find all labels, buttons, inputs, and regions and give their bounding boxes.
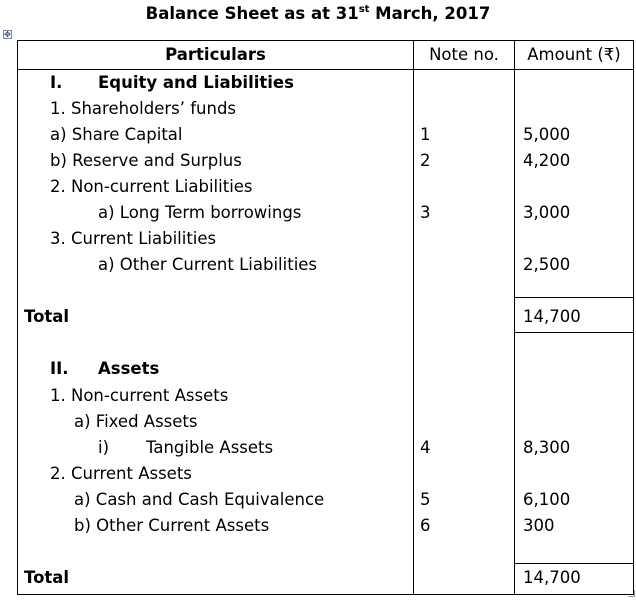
section1-line-2: a) Share Capital — [50, 125, 183, 144]
section1-roman: I. — [50, 73, 63, 92]
section2-roman: II. — [50, 359, 69, 378]
section1-amount-7: 2,500 — [523, 255, 571, 274]
total1-bottom-border — [514, 332, 634, 333]
section1-line-4: 2. Non-current Liabilities — [50, 177, 253, 196]
section2-line-4: 2. Current Assets — [50, 464, 192, 483]
header-note-no: Note no. — [429, 45, 499, 64]
title-superscript: st — [358, 4, 370, 15]
table-resize-handle-icon[interactable] — [628, 590, 635, 597]
section1-line-7: a) Other Current Liabilities — [98, 255, 318, 274]
section1-note-5: 3 — [420, 203, 431, 222]
section2-line-2: a) Fixed Assets — [74, 412, 198, 431]
column-divider-2 — [514, 40, 515, 595]
section2-note-5: 5 — [420, 490, 431, 509]
section1-note-2: 1 — [420, 125, 431, 144]
section2-amount-6: 300 — [523, 516, 555, 535]
total2-amount: 14,700 — [523, 568, 581, 587]
total1-amount: 14,700 — [523, 307, 581, 326]
section1-line-5: a) Long Term borrowings — [98, 203, 302, 222]
table-move-handle-icon[interactable]: ✥ — [4, 30, 11, 39]
section2-line-6: b) Other Current Assets — [74, 516, 270, 535]
section1-amount-2: 5,000 — [523, 125, 571, 144]
section2-line-1: 1. Non-current Assets — [50, 386, 229, 405]
header-bottom-border — [17, 69, 634, 70]
table-left-border — [17, 40, 18, 595]
section1-note-3: 2 — [420, 151, 431, 170]
section2-amount-3: 8,300 — [523, 438, 571, 457]
section2-amount-5: 6,100 — [523, 490, 571, 509]
section2-note-3: 4 — [420, 438, 431, 457]
section2-line-5: a) Cash and Cash Equivalence — [74, 490, 325, 509]
page-title — [0, 4, 636, 24]
table-top-border — [17, 40, 634, 41]
column-divider-1 — [413, 40, 414, 595]
title-end: March, 2017 — [369, 4, 491, 23]
section1-amount-3: 4,200 — [523, 151, 571, 170]
total1-top-border — [514, 297, 634, 298]
header-particulars: Particulars — [165, 45, 266, 64]
section1-line-1: 1. Shareholders’ funds — [50, 99, 237, 118]
total1-label: Total — [24, 307, 70, 326]
section2-line-3: Tangible Assets — [146, 438, 274, 457]
total2-top-border — [514, 563, 634, 564]
title-main: Balance Sheet as at 31 — [145, 4, 359, 23]
header-amount: Amount (₹) — [527, 45, 621, 64]
section1-line-6: 3. Current Liabilities — [50, 229, 217, 248]
table-bottom-border — [17, 594, 634, 595]
section2-heading: Assets — [98, 359, 160, 378]
section1-amount-5: 3,000 — [523, 203, 571, 222]
section2-line-3-number: i) — [98, 438, 110, 457]
section1-line-3: b) Reserve and Surplus — [50, 151, 242, 170]
section1-heading: Equity and Liabilities — [98, 73, 294, 92]
section2-note-6: 6 — [420, 516, 431, 535]
total2-label: Total — [24, 568, 70, 587]
table-right-border — [633, 40, 634, 595]
